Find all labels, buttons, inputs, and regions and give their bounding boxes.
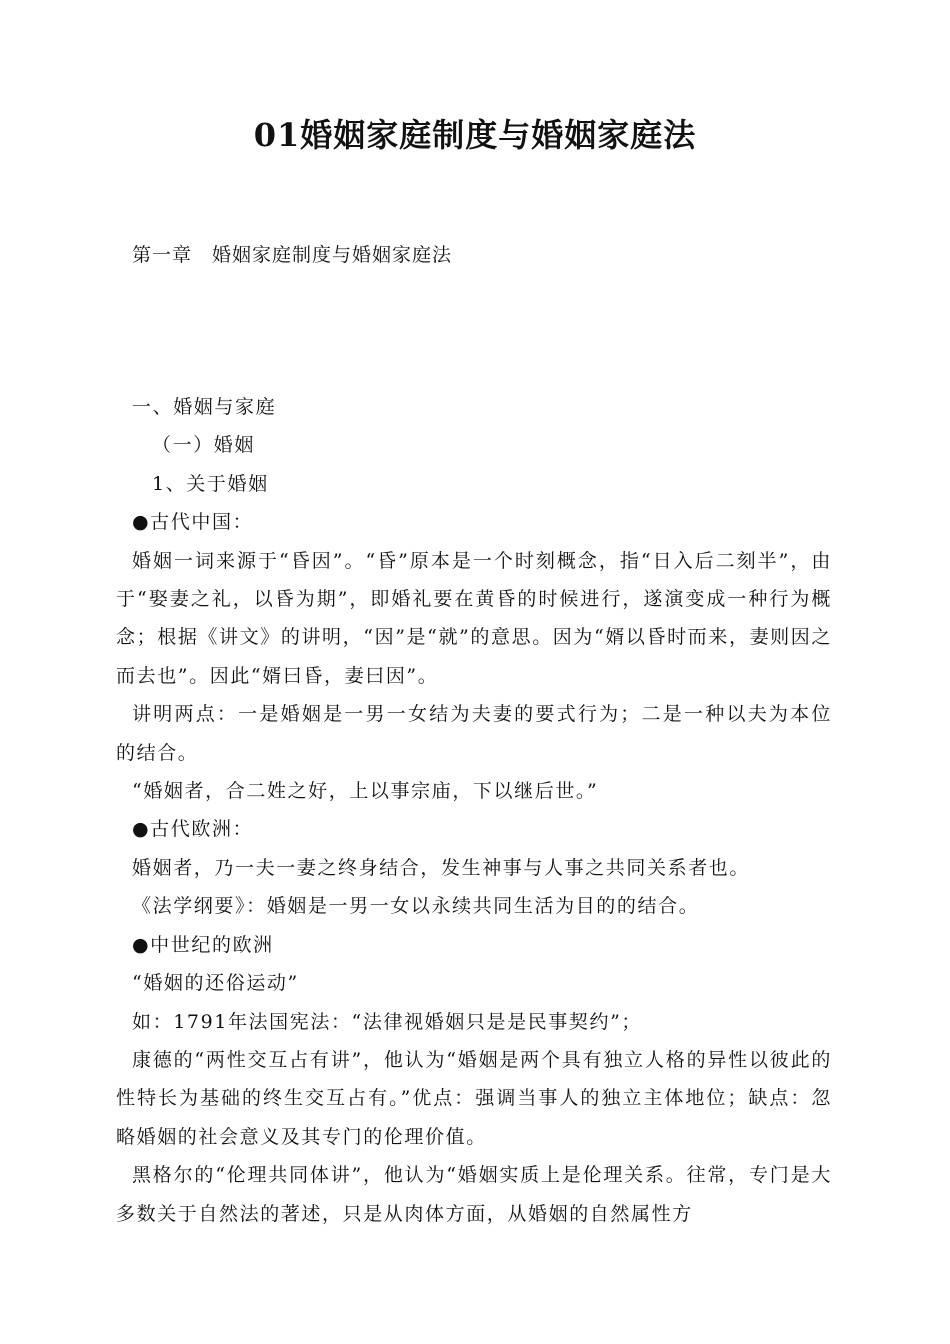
section-heading: 一、婚姻与家庭 — [132, 396, 277, 418]
paragraph: 康德的“两性交互占有讲”，他认为“婚姻是两个具有独立人格的异性以彼此的性特长为基础的终生交互占有。”优点：强调当事人的独立主体地位；缺点：忽略婚姻的社会意义及其专门的伦理价值。 — [116, 1048, 832, 1148]
quote: “婚姻的还俗运动” — [132, 972, 299, 995]
paragraph: 如：1791年法国宪法：“法律视婚姻只是是民事契约”； — [132, 1010, 642, 1033]
subsection-heading: （一）婚姻 — [152, 434, 256, 457]
item-heading: 1、关于婚姻 — [152, 472, 269, 495]
chapter-heading: 第一章 婚姻家庭制度与婚姻家庭法 — [132, 244, 453, 266]
bullet-ancient-china: ●古代中国： — [132, 511, 254, 534]
paragraph: 讲明两点：一是婚姻是一男一女结为夫妻的要式行为；二是一种以夫为本位的结合。 — [116, 703, 832, 764]
paragraph: 婚姻一词来源于“昏因”。“昏”原本是一个时刻概念，指“日入后二刻半”，由于“娶妻之礼，以昏为期”，即婚礼要在黄昏的时候进行，遂演变成一种行为概念；根据《讲文》的讲明，“因”是“就”的意思。因为“婿以昏时而来，妻则因之而去也”。因此“婿曰昏，妻曰因”。 — [116, 549, 832, 687]
paragraph: 黑格尔的“伦理共同体讲”，他认为“婚姻实质上是伦理关系。往常，专门是大多数关于自然法的著述，只是从肉体方面，从婚姻的自然属性方 — [116, 1164, 832, 1225]
paragraph: 《法学纲要》：婚姻是一男一女以永续共同生活为目的的结合。 — [132, 895, 700, 918]
bullet-medieval-europe: ●中世纪的欧洲 — [132, 933, 274, 956]
quote: “婚姻者，合二姓之好，上以事宗庙，下以继后世。” — [132, 780, 599, 803]
document-title: 01婚姻家庭制度与婚姻家庭法 — [253, 116, 697, 154]
paragraph: 婚姻者，乃一夫一妻之终身结合，发生神事与人事之共同关系者也。 — [132, 856, 751, 879]
document-body — [116, 388, 832, 1233]
bullet-ancient-europe: ●古代欧洲： — [132, 818, 254, 841]
